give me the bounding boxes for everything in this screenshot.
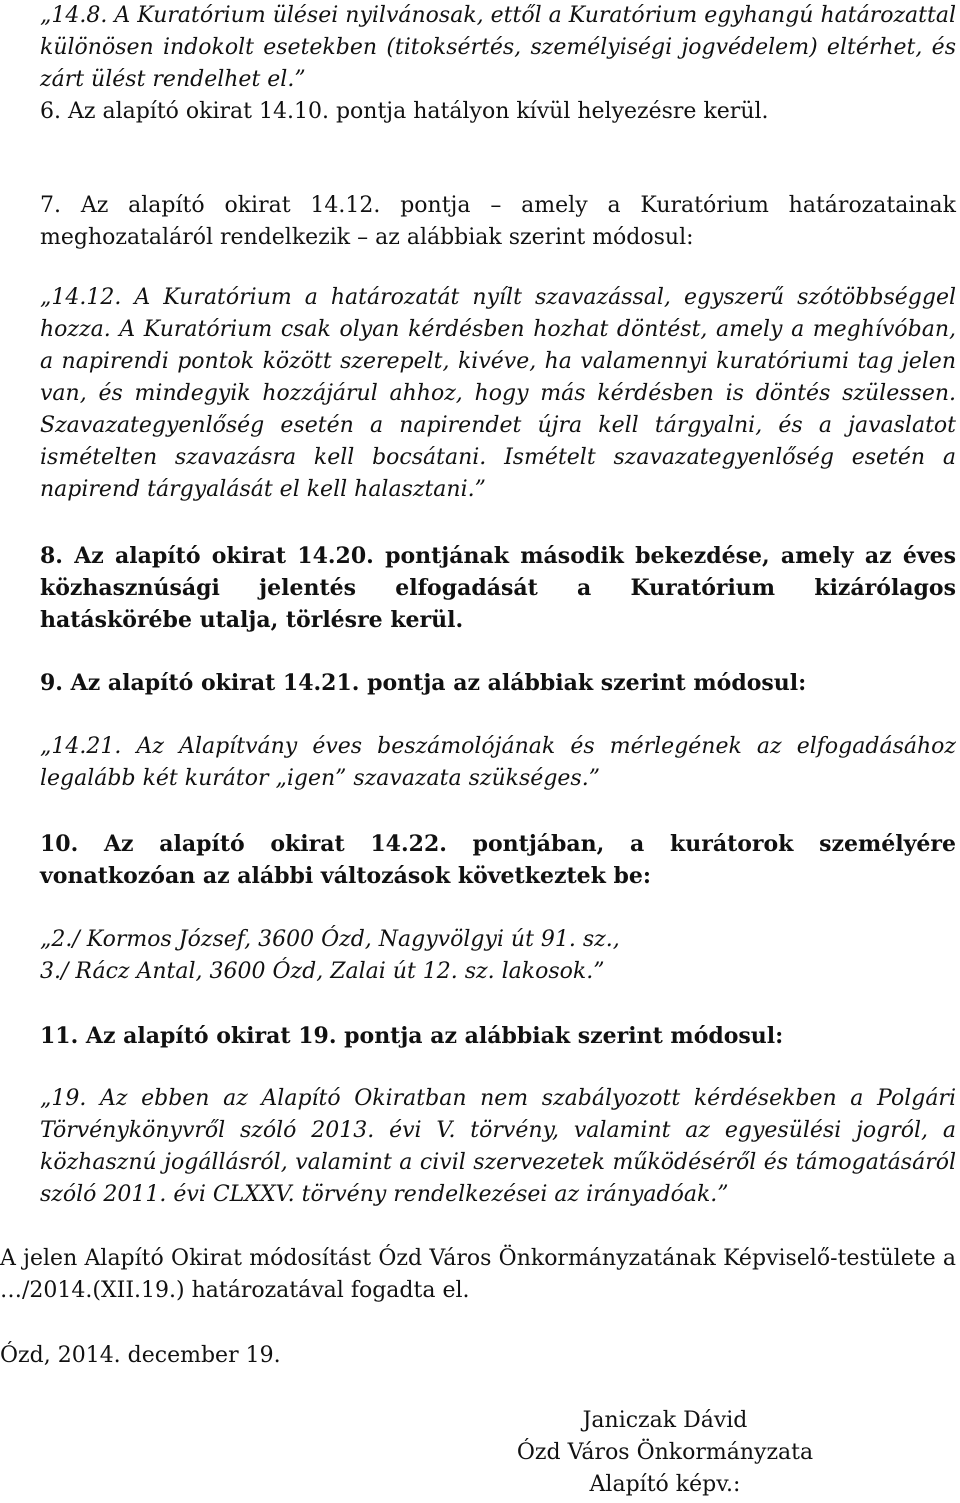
date-line: Ózd, 2014. december 19. (0, 1343, 281, 1368)
item-11: 11. Az alapító okirat 19. pontja az alábbiak szerint módosul: (40, 1023, 784, 1049)
item-8: 8. Az alapító okirat 14.20. pontjának második bekezdése, amely az éves közhasznúsági jelentés elfogadását a Kuratórium kizárólagos hatáskörébe utalja, törlésre kerül. (40, 543, 956, 633)
item-7: 7. Az alapító okirat 14.12. pontja – amely a Kuratórium határozatainak meghozataláról rendelkezik – az alábbiak szerint módosul: (40, 193, 956, 250)
signature-block (500, 1405, 830, 1501)
item-6: 6. Az alapító okirat 14.10. pontja hatályon kívül helyezésre kerül. (40, 99, 769, 124)
quote-paragraph-14-8: „14.8. A Kuratórium ülései nyilvánosak, ettől a Kuratórium egyhangú határozattal különösen indokolt esetekben (titoksértés, személyiségi jogvédelem) eltérhet, és zárt ülést rendelhet el.” (40, 3, 956, 92)
curator-2: „2./ Kormos József, 3600 Ózd, Nagyvölgyi út 91. sz., (40, 927, 620, 952)
signature-role: Alapító képv.: (589, 1472, 741, 1497)
quote-paragraph-14-12: „14.12. A Kuratórium a határozatát nyílt szavazással, egyszerű szótöbbséggel hozza. A Kuratórium csak olyan kérdésben hozhat döntést, amely a meghívóban, a napirendi pontok között szerepelt, kivéve, ha valamennyi kuratóriumi tag jelen van, és mindegyik hozzájárul ahhoz, hogy más kérdésben is döntés szülessen. Szavazategyenlőség esetén a napirendet újra kell tárgyalni, és a javaslatot ismételten szavazásra kell bocsátani. Ismételt szavazategyenlőség esetén a napirend tárgyalását el kell halasztani.” (40, 285, 956, 502)
curator-3: 3./ Rácz Antal, 3600 Ózd, Zalai út 12. sz. lakosok.” (40, 959, 605, 984)
quote-paragraph-19: „19. Az ebben az Alapító Okiratban nem szabályozott kérdésekben a Polgári Törvénykönyvről szóló 2013. évi V. törvény, valamint az egyesülési jogról, a közhasznú jogállásról, valamint a civil szervezetek működéséről és támogatásáról szóló 2011. évi CLXXV. törvény rendelkezései az irányadóak.” (40, 1086, 956, 1207)
item-9: 9. Az alapító okirat 14.21. pontja az alábbiak szerint módosul: (40, 670, 807, 696)
closing-paragraph: A jelen Alapító Okirat módosítást Ózd Város Önkormányzatának Képviselő-testülete a …/2014.(XII.19.) határozatával fogadta el. (0, 1246, 956, 1303)
item-10: 10. Az alapító okirat 14.22. pontjában, a kurátorok személyére vonatkozóan az alábbi változások következtek be: (40, 831, 956, 889)
signature-organization: Ózd Város Önkormányzata (516, 1440, 814, 1465)
signature-name: Janiczak Dávid (582, 1408, 748, 1433)
quote-paragraph-14-21: „14.21. Az Alapítvány éves beszámolójának és mérlegének az elfogadásához legalább két kurátor „igen” szavazata szükséges.” (40, 734, 956, 791)
